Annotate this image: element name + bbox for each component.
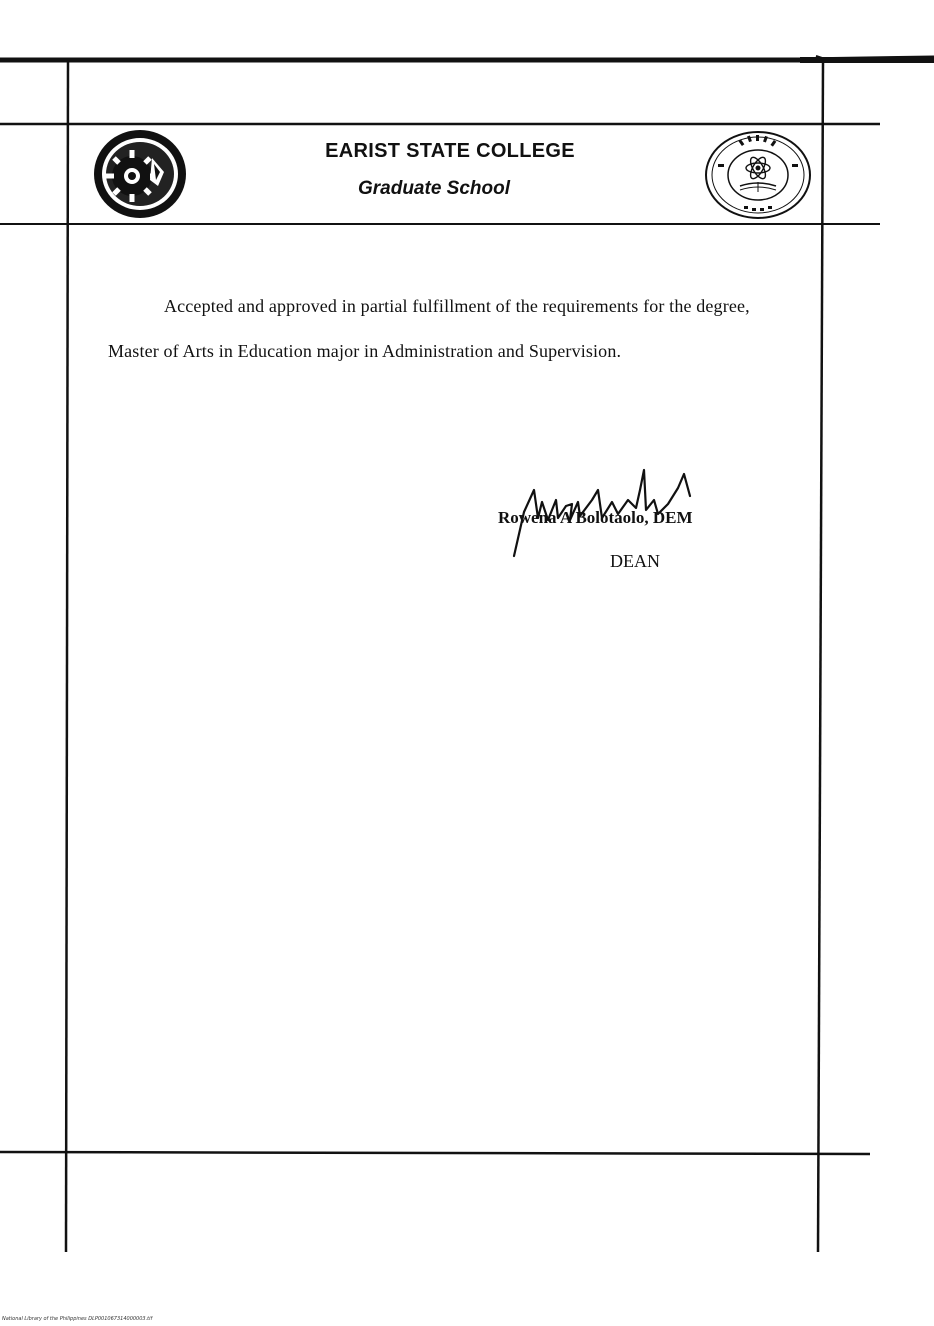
bottom-rule [0,1152,870,1154]
left-margin-rule [66,62,68,1252]
right-margin-rule [818,62,823,1252]
approval-statement: Accepted and approved in partial fulfillment of the requirements for the degree, Master of Arts in Education major in Administration and Supervision. [108,296,750,361]
signatory-title: DEAN [610,551,660,571]
school-name: Graduate School [357,178,511,199]
signatory-name: Rowena A Bolotaolo, DEM [498,508,693,527]
college-name: EARIST STATE COLLEGE [325,140,575,162]
college-seal-left [92,128,188,220]
archive-footer: National Library of the Philippines DLP001067314000003.tif [2,1316,153,1322]
top-rule [0,58,934,60]
graduate-school-seal-right [704,130,812,220]
